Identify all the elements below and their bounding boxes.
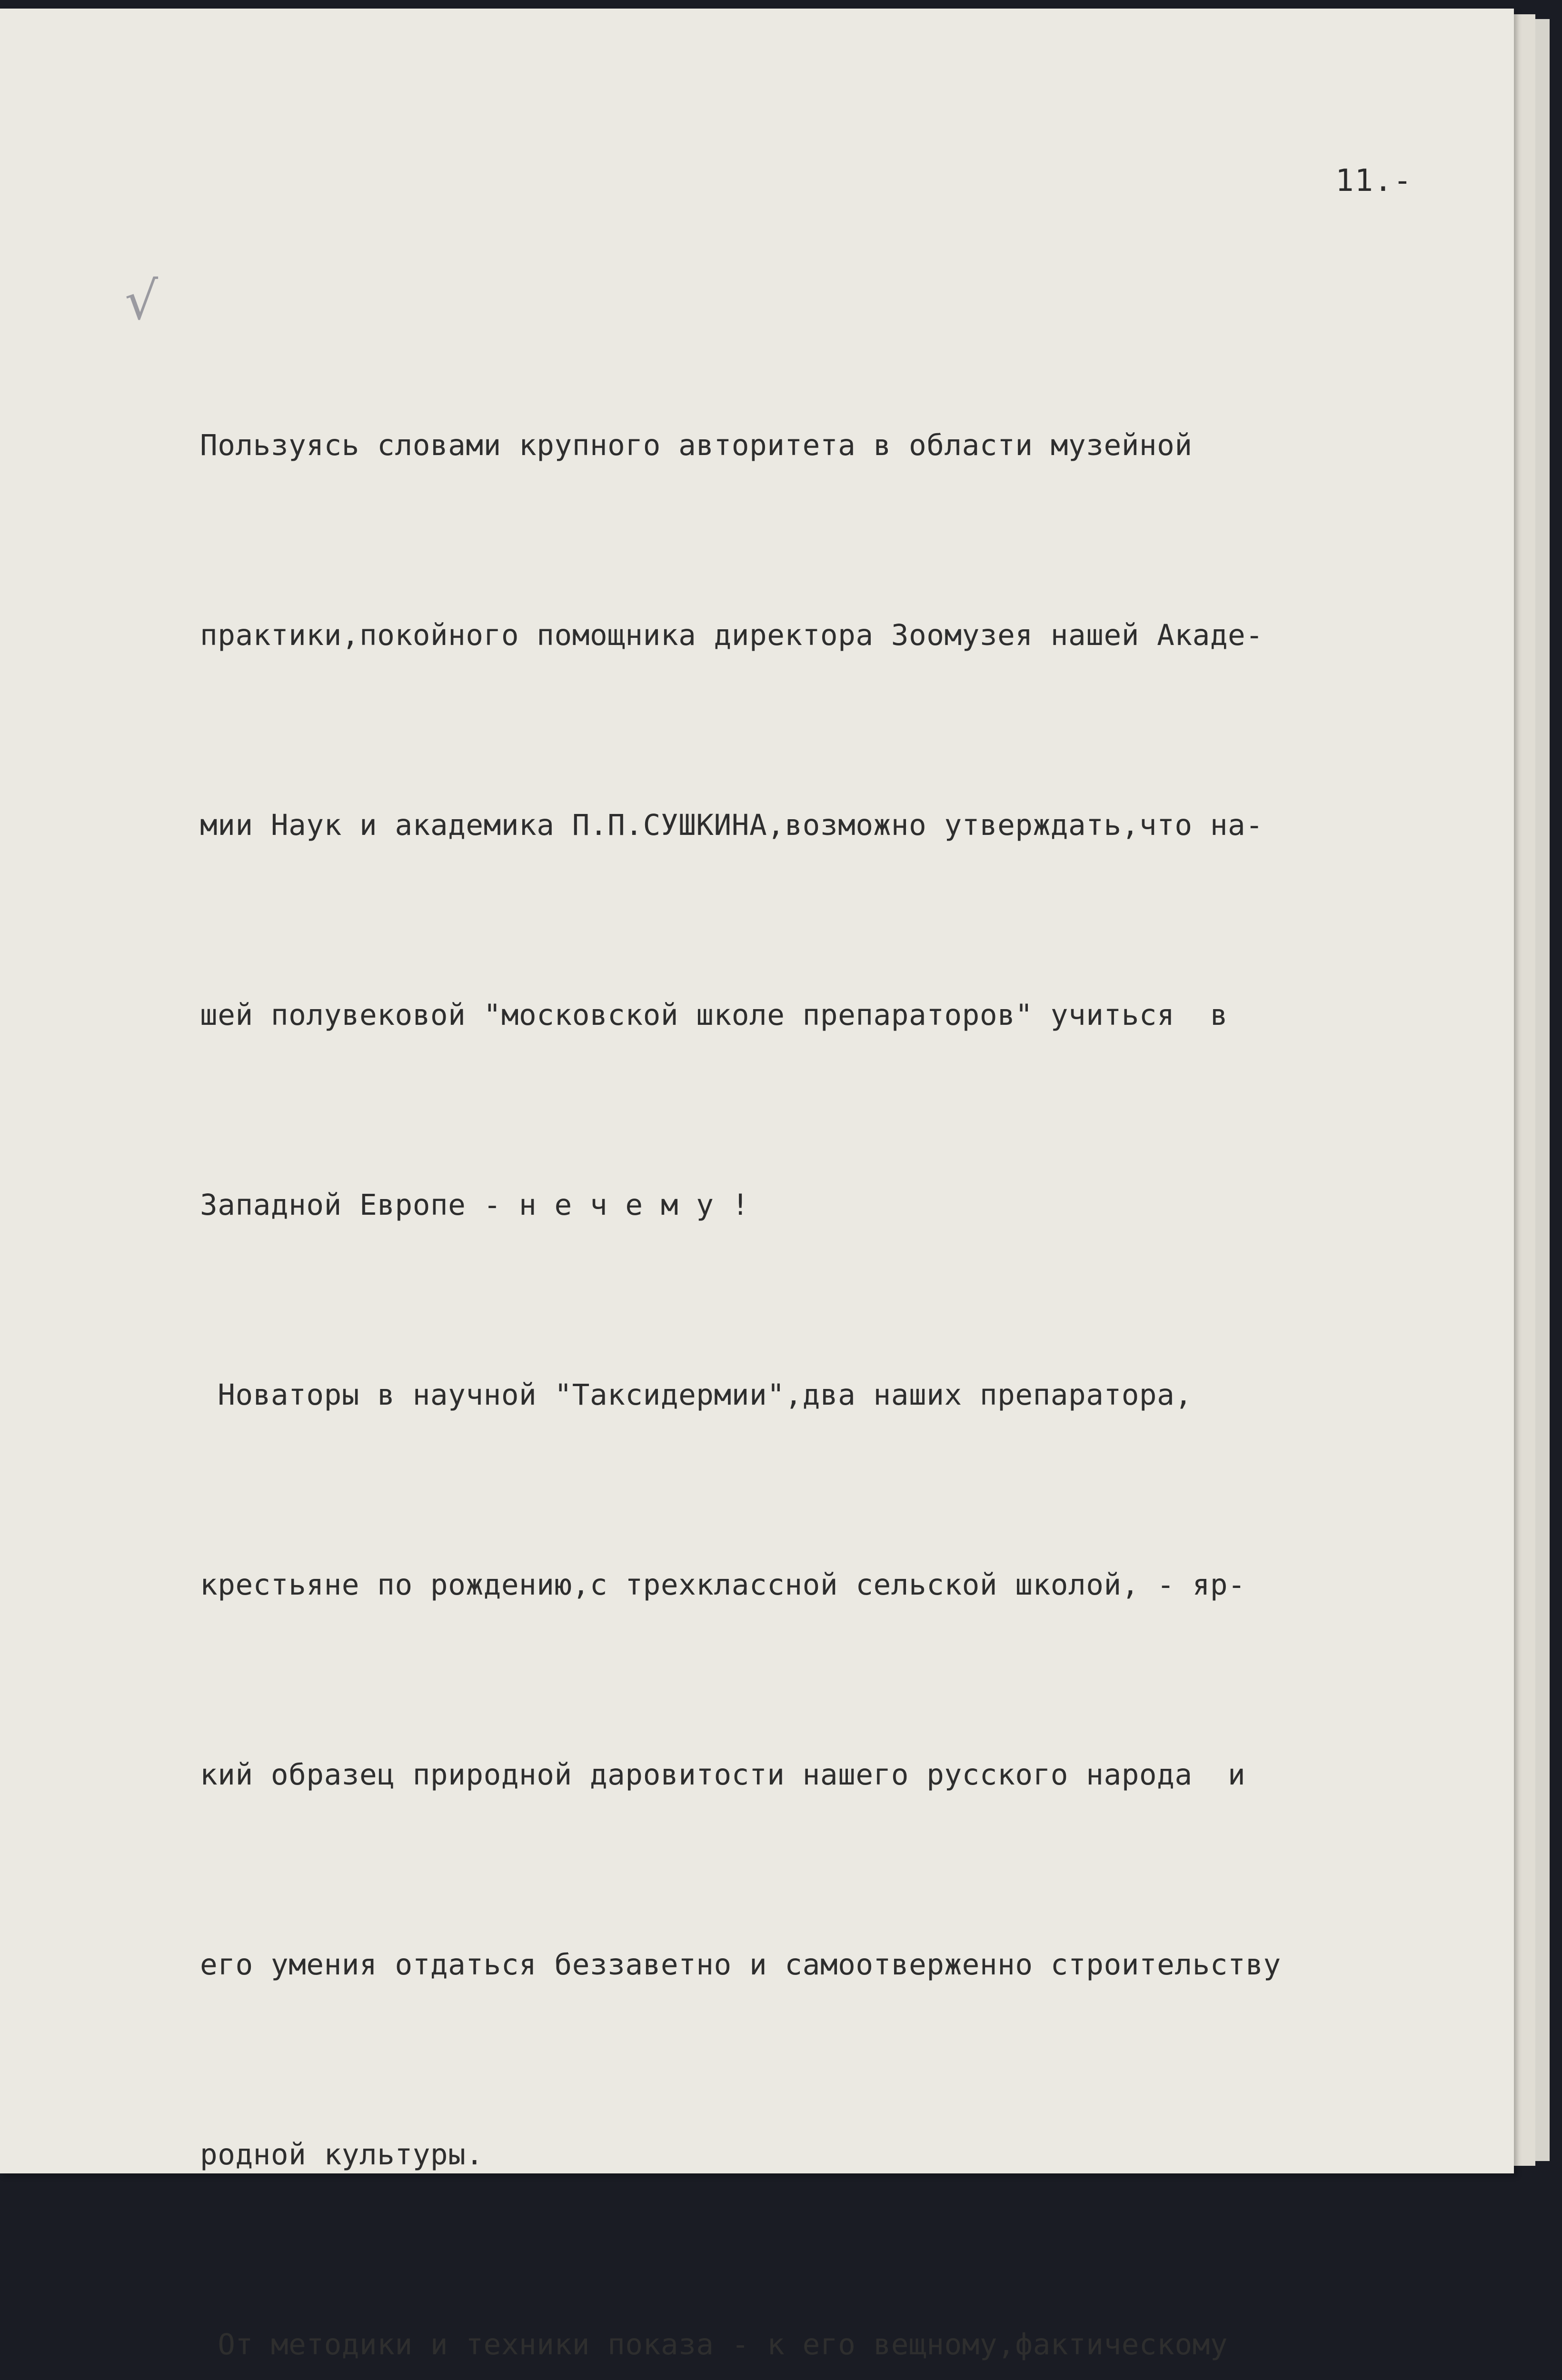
text-line: кий образец природной даровитости нашего русского народа и (200, 1758, 1246, 1792)
text-line: родной культуры. (200, 2138, 484, 2172)
text-line: Новаторы в научной "Таксидермии",два наших препаратора, (200, 1378, 1193, 1412)
text-line: его умения отдаться беззаветно и самоотверженно строительству (200, 1948, 1281, 1982)
typewritten-page (0, 9, 1514, 2361)
text-line: практики,покойного помощника директора Зоомузея нашей Акаде- (200, 618, 1264, 652)
text-line: крестьяне по рождению,с трехклассной сельской школой, - яр- (200, 1568, 1246, 1602)
text-line: шей полувековой "московской школе препараторов" учиться в (200, 998, 1228, 1032)
text-line: Западной Европе - н е ч е м у ! (200, 1188, 749, 1222)
text-line: Пользуясь словами крупного авторитета в области музейной (200, 428, 1193, 462)
text-line: мии Наук и академика П.П.СУШКИНА,возможно утверждать,что на- (200, 808, 1264, 842)
text-line: От методики и техники показа - к его вещному,фактическому (200, 2328, 1228, 2361)
margin-check-mark: √ (125, 270, 159, 331)
page-number: 11.- (1335, 163, 1413, 198)
body-text (200, 287, 1514, 2380)
